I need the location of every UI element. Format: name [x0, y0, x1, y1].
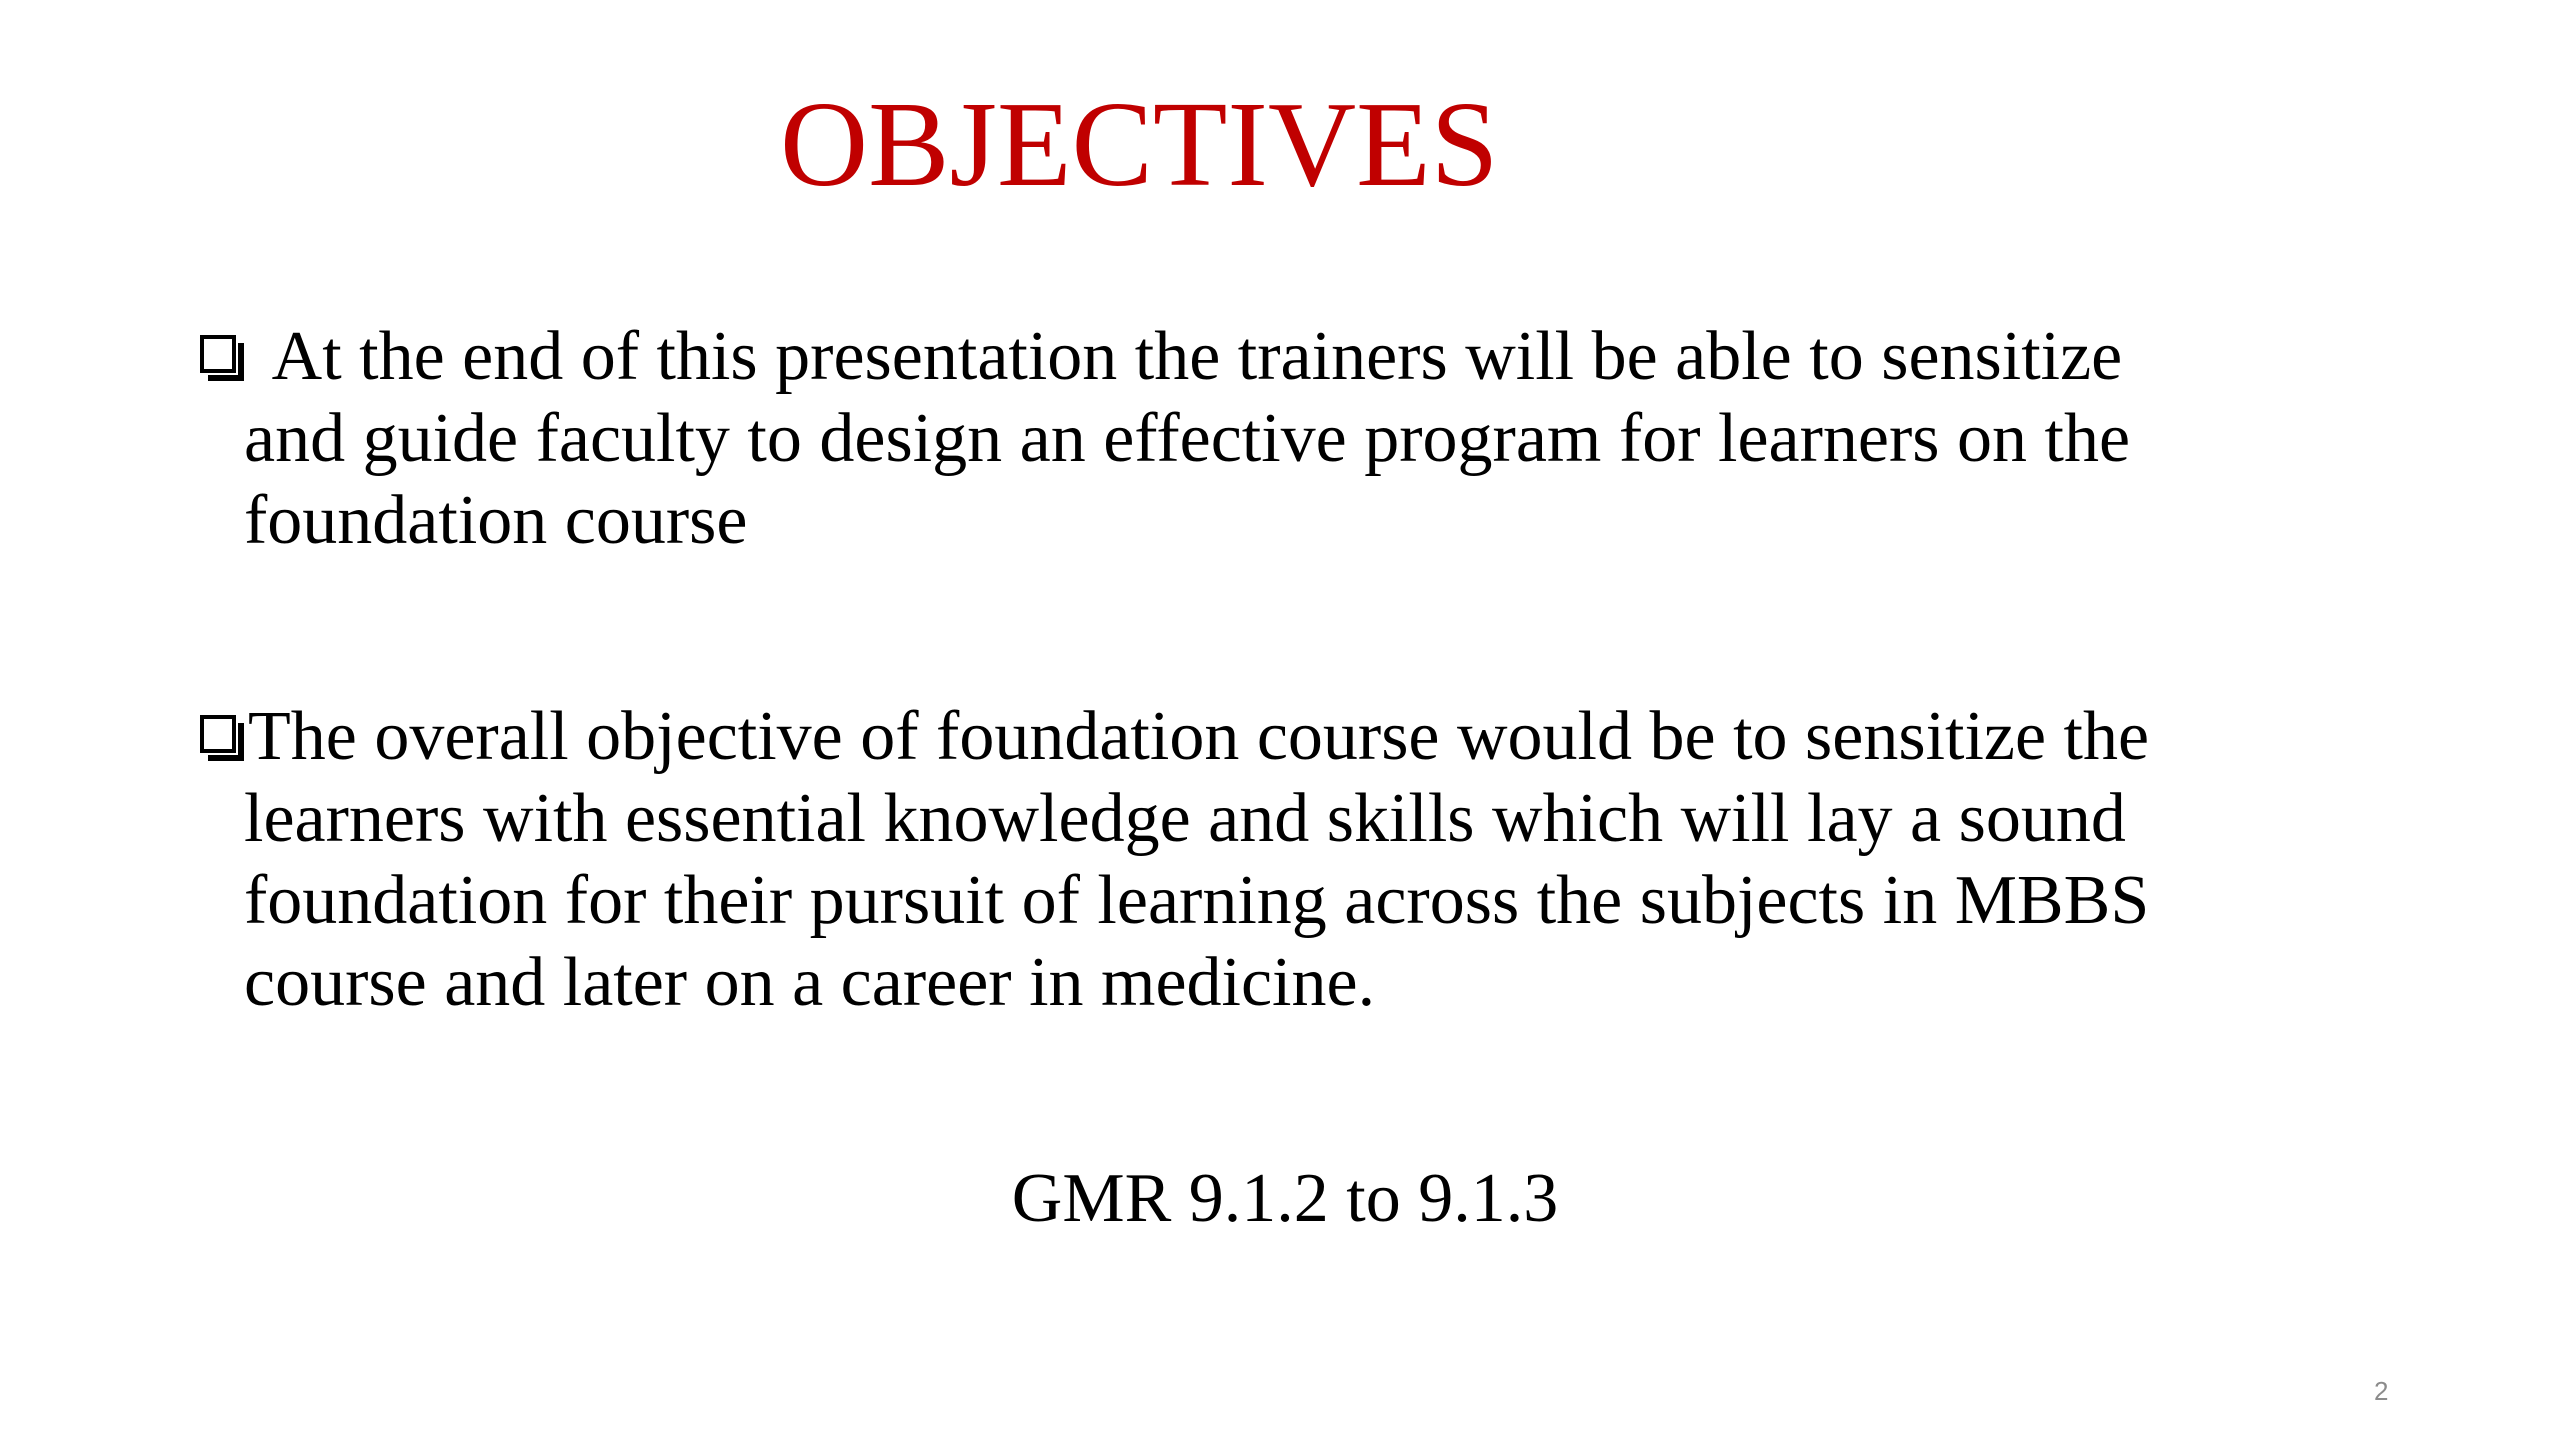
hollow-square-bullet-icon [200, 335, 244, 381]
bullet-item [200, 316, 2360, 562]
page-number: 2 [2374, 1376, 2389, 1406]
bullet-text: The overall objective of foundation course would be to sensitize the [248, 698, 2150, 775]
reference-text: GMR 9.1.2 to 9.1.3 [1011, 1160, 1559, 1237]
bullet-text: At the end of this presentation the trainers will be able to sensitize [271, 318, 2123, 395]
bullet-line [200, 696, 2360, 778]
bullet-line [200, 316, 2360, 398]
bullet-line: course and later on a career in medicine. [244, 944, 1376, 1021]
bullet-line: foundation course [244, 482, 748, 559]
bullet-item [200, 696, 2360, 1024]
bullet-line: and guide faculty to design an effective program for learners on the [244, 400, 2131, 477]
bullet-line: learners with essential knowledge and skills which will lay a sound [244, 780, 2126, 857]
hollow-square-bullet-icon [200, 715, 244, 761]
slide-title: OBJECTIVES [780, 77, 1499, 212]
bullet-line: foundation for their pursuit of learning across the subjects in MBBS [244, 862, 2150, 939]
